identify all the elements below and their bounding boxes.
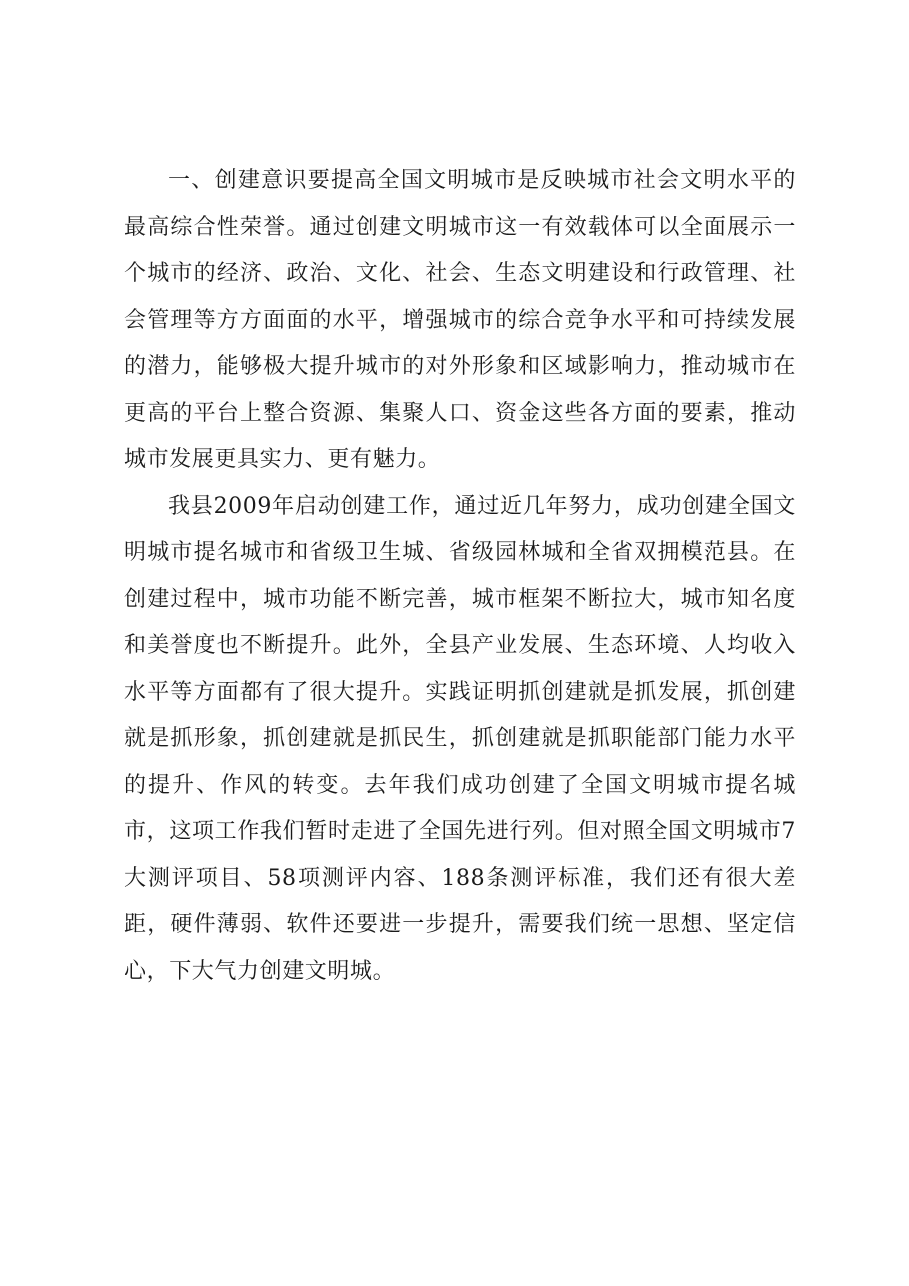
document-body: [124, 158, 796, 995]
paragraph-creation-awareness: 一、创建意识要提高全国文明城市是反映城市社会文明水平的最高综合性荣誉。通过创建文明城市这一有效载体可以全面展示一个城市的经济、政治、文化、社会、生态文明建设和行政管理、社会管理等方方面面的水平，增强城市的综合竞争水平和可持续发展的潜力，能够极大提升城市的对外形象和区域影响力，推动城市在更高的平台上整合资源、集聚人口、资金这些各方面的要素，推动城市发展更具实力、更有魅力。: [124, 168, 796, 472]
paragraph-county-progress: 我县2009年启动创建工作，通过近几年努力，成功创建全国文明城市提名城市和省级卫生城、省级园林城和全省双拥模范县。在创建过程中，城市功能不断完善，城市框架不断拉大，城市知名度和美誉度也不断提升。此外，全县产业发展、生态环境、人均收入水平等方面都有了很大提升。实践证明抓创建就是抓发展，抓创建就是抓形象，抓创建就是抓民生，抓创建就是抓职能部门能力水平的提升、作风的转变。去年我们成功创建了全国文明城市提名城市，这项工作我们暂时走进了全国先进行列。但对照全国文明城市7大测评项目、58项测评内容、188条测评标准，我们还有很大差距，硬件薄弱、软件还要进一步提升，需要我们统一思想、坚定信心，下大气力创建文明城。: [124, 493, 796, 984]
